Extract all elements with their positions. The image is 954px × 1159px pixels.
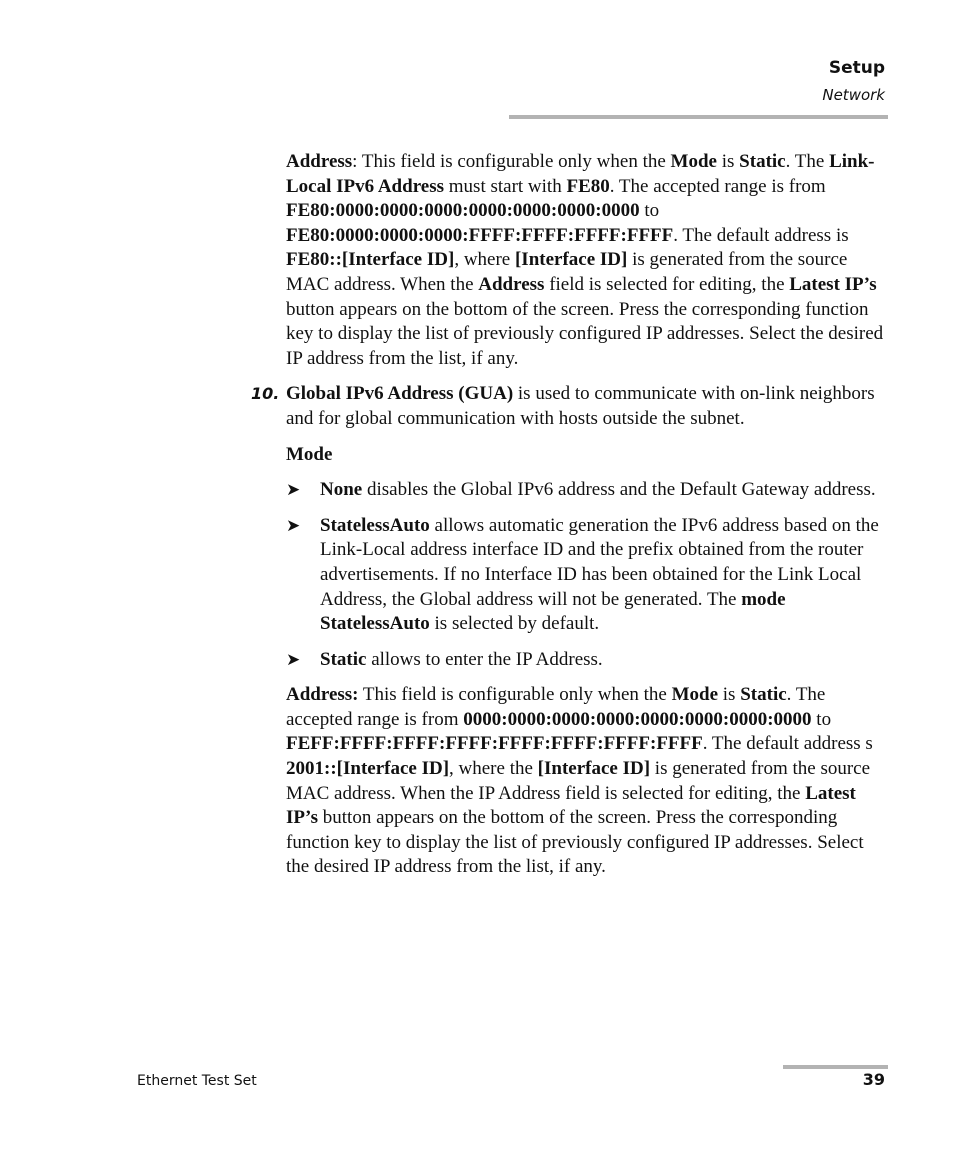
running-header	[822, 56, 885, 106]
fe80-term: FE80	[566, 175, 610, 197]
none-term: None	[320, 479, 363, 501]
static-term: Static	[739, 151, 786, 172]
text-run: is used to communicate with on-link neighbors and for global communication with hosts outside the subnet.	[286, 383, 875, 429]
text-run: must start with	[444, 175, 567, 197]
bullet-none	[286, 478, 886, 503]
text-run: , where	[454, 249, 515, 271]
text-run: . The accepted range is from	[286, 684, 826, 730]
range-to: FEFF:FFFF:FFFF:FFFF:FFFF:FFFF:FFFF:FFFF	[286, 733, 703, 755]
interface-id-term: [Interface ID]	[537, 758, 651, 780]
link-local-term: Link-Local IPv6 Address	[286, 151, 875, 197]
header-rule	[509, 115, 888, 119]
link-local-address-paragraph	[286, 150, 886, 371]
bullet-static	[286, 648, 886, 673]
section-title: Network	[822, 86, 885, 104]
gua-term: Global IPv6 Address (GUA)	[286, 383, 514, 405]
text-run: to	[639, 200, 660, 222]
text-run: allows automatic generation the IPv6 address based on the Link-Local address interface ID and the prefix obtained from the router advertisements. If no Interface ID has been obtained for the Link Local Address, the Global address will not be generated. The	[320, 514, 879, 610]
arrow-bullet-icon: ➤	[286, 649, 301, 670]
text-run: is generated from the source MAC address. When the IP Address field is selected for editing, the	[286, 758, 871, 804]
text-run: is	[716, 151, 740, 172]
step-10	[251, 382, 886, 431]
address-term: Address:	[286, 684, 359, 706]
text-run: . The	[785, 151, 830, 172]
text-run: button appears on the bottom of the screen. Press the corresponding function key to display the list of previously configured IP addresses. Select the desired IP address from the list, if any.	[286, 298, 884, 369]
static-term: Static	[740, 684, 787, 706]
stateless-auto-term: StatelessAuto	[320, 514, 430, 536]
range-from: FE80:0000:0000:0000:0000:0000:0000:0000	[286, 200, 640, 222]
text-run: allows to enter the IP Address.	[366, 648, 603, 670]
text-run: This field is configurable only when the	[358, 684, 672, 706]
arrow-bullet-icon: ➤	[286, 515, 301, 536]
mode-term: Mode	[670, 151, 717, 172]
chapter-title: Setup	[828, 58, 885, 78]
default-address: FE80::[Interface ID]	[286, 249, 455, 271]
mode-stateless-auto-term: mode StatelessAuto	[320, 588, 786, 635]
mode-term: Mode	[671, 684, 719, 706]
page-number: 39	[862, 1070, 885, 1089]
range-from: 0000:0000:0000:0000:0000:0000:0000:0000	[463, 708, 812, 730]
mode-heading: Mode	[286, 443, 333, 465]
text-run: button appears on the bottom of the screen. Press the corresponding function key to display the list of previously configured IP addresses. Select the desired IP address from the list, if any.	[286, 807, 864, 878]
text-run: is generated from the source MAC address. When the	[286, 249, 848, 295]
text-run: field is selected for editing, the	[544, 273, 790, 295]
text-run: . The default address s	[702, 733, 873, 755]
latest-ips-term: Latest IP’s	[286, 782, 856, 829]
text-run: , where the	[449, 758, 538, 780]
page-content	[251, 150, 886, 891]
text-run: : This field is configurable only when the	[352, 151, 671, 172]
default-address: 2001::[Interface ID]	[286, 758, 450, 780]
text-run: to	[811, 708, 832, 730]
text-run: disables the Global IPv6 address and the Default Gateway address.	[362, 479, 876, 501]
range-to: FE80:0000:0000:0000:FFFF:FFFF:FFFF:FFFF	[286, 224, 674, 246]
bullet-stateless-auto	[286, 514, 886, 637]
static-term: Static	[320, 648, 367, 670]
global-address-paragraph	[286, 683, 886, 880]
address-term: Address	[478, 273, 545, 295]
step-number: 10.	[251, 384, 280, 404]
text-run: . The default address is	[673, 224, 849, 246]
latest-ips-term: Latest IP’s	[789, 273, 877, 295]
text-run: . The accepted range is from	[609, 175, 826, 197]
text-run: is selected by default.	[429, 613, 600, 635]
address-term: Address	[286, 151, 353, 172]
interface-id-term: [Interface ID]	[514, 249, 628, 271]
text-run: is	[718, 684, 741, 706]
arrow-bullet-icon: ➤	[286, 480, 301, 501]
footer-product-name: Ethernet Test Set	[137, 1073, 257, 1089]
